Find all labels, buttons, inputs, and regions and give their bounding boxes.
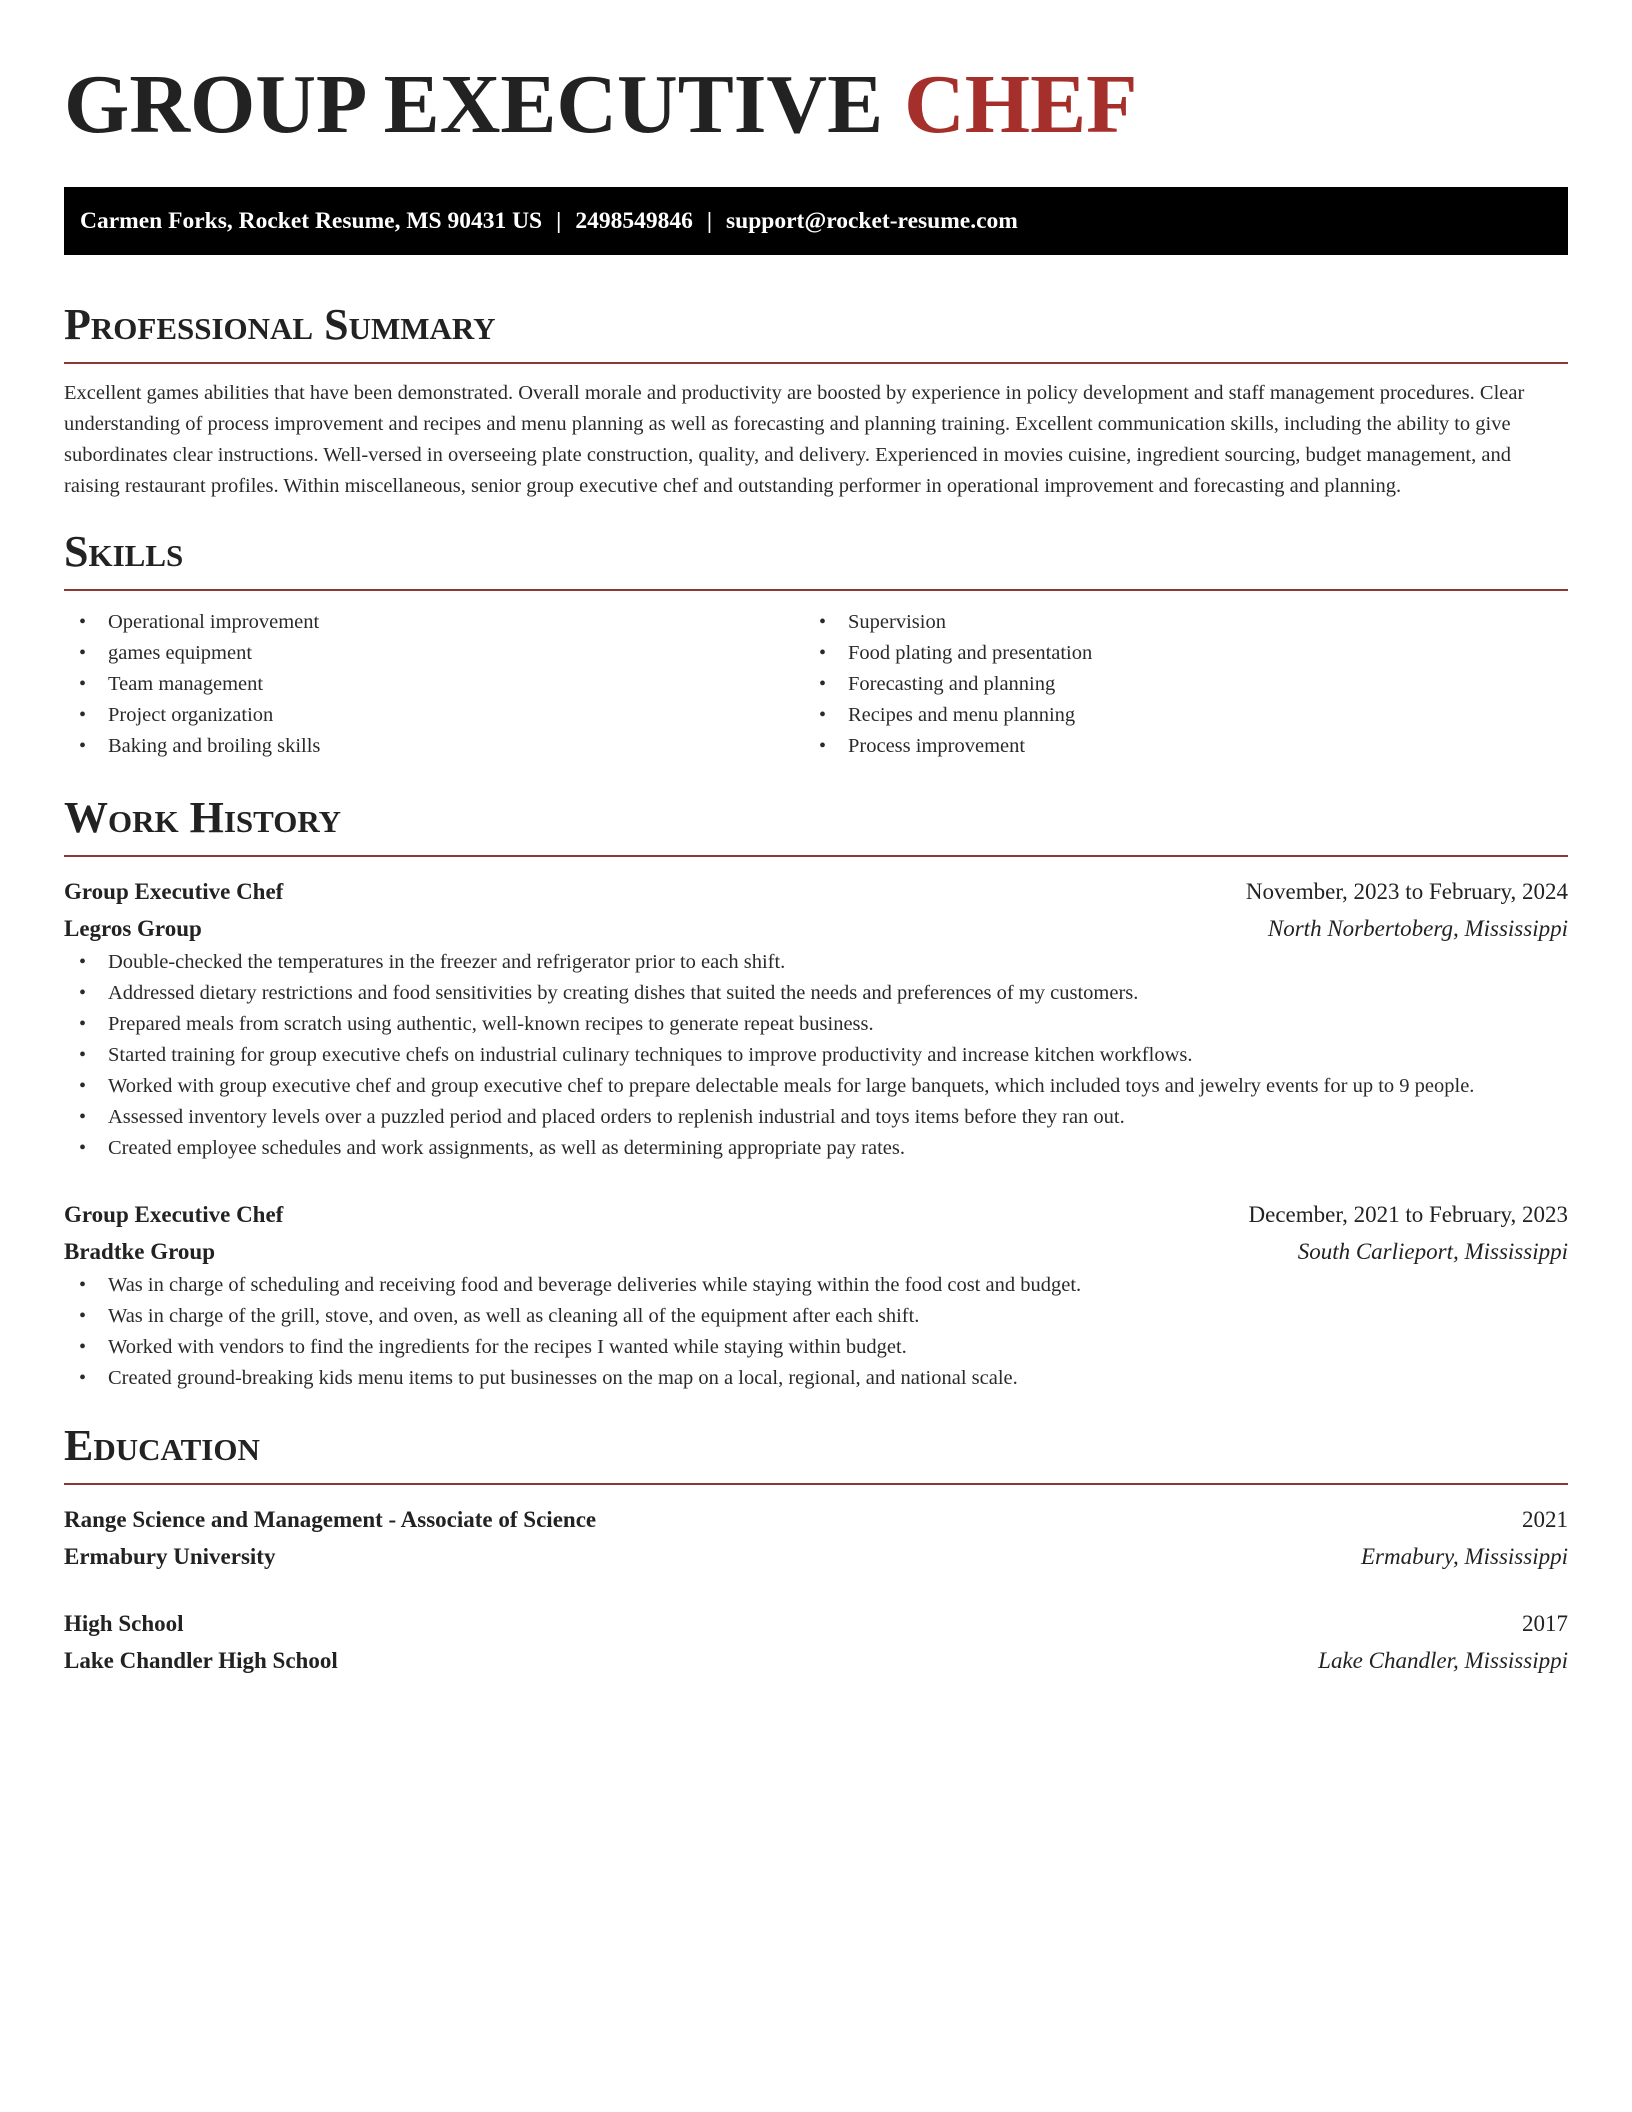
work-heading: Work History — [64, 793, 342, 842]
resume-page — [64, 0, 1568, 1679]
education-location: Lake Chandler, Mississippi — [1318, 1648, 1568, 1673]
education-location: Ermabury, Mississippi — [1360, 1544, 1568, 1569]
job-duty: • Started training for group executive chefs on industrial culinary techniques to improve productivity and increase kitchen workflows. — [64, 1040, 1568, 1071]
skill-item: • Food plating and presentation — [804, 638, 1544, 669]
title-main: GROUP EXECUTIVE — [64, 58, 884, 151]
summary-heading: Professional Summary — [64, 300, 496, 349]
skill-item: • Baking and broiling skills — [64, 731, 804, 762]
job-duty: • Was in charge of scheduling and receiving food and beverage deliveries while staying within the food cost and budget. — [64, 1270, 1568, 1301]
education-school: Ermabury University — [64, 1544, 276, 1569]
job-duty: • Addressed dietary restrictions and food sensitivities by creating dishes that suited the needs and preferences of my customers. — [64, 978, 1568, 1009]
education-school: Lake Chandler High School — [64, 1648, 338, 1673]
education-entry — [64, 1501, 1568, 1575]
skill-item: • Team management — [64, 669, 804, 700]
contact-separator: | — [706, 208, 712, 234]
job-company: Legros Group — [64, 916, 202, 941]
job-location: South Carlieport, Mississippi — [1297, 1239, 1568, 1264]
job-company-row — [64, 910, 1568, 947]
education-degree-row — [64, 1605, 1568, 1642]
job-entry — [64, 1196, 1568, 1394]
education-degree-row — [64, 1501, 1568, 1538]
skill-item: • games equipment — [64, 638, 804, 669]
section-divider — [64, 589, 1568, 591]
job-header-row — [64, 1196, 1568, 1233]
job-header-row — [64, 873, 1568, 910]
resume-title — [64, 55, 1568, 155]
skill-item: • Project organization — [64, 700, 804, 731]
contact-separator: | — [556, 208, 562, 234]
skills-column-right — [804, 607, 1544, 762]
skills-list — [64, 607, 1568, 762]
job-duty: • Double-checked the temperatures in the freezer and refrigerator prior to each shift. — [64, 947, 1568, 978]
contact-phone[interactable]: 2498549846 — [575, 208, 693, 234]
job-duty: • Created employee schedules and work assignments, as well as determining appropriate pay rates. — [64, 1133, 1568, 1164]
job-duty: • Was in charge of the grill, stove, and oven, as well as cleaning all of the equipment after each shift. — [64, 1301, 1568, 1332]
job-duty: • Prepared meals from scratch using authentic, well-known recipes to generate repeat business. — [64, 1009, 1568, 1040]
job-entry — [64, 873, 1568, 1164]
job-title: Group Executive Chef — [64, 1202, 284, 1227]
skill-item: • Supervision — [804, 607, 1544, 638]
skills-heading: Skills — [64, 527, 184, 576]
title-accent: CHEF — [904, 58, 1138, 151]
job-duty: • Worked with group executive chef and group executive chef to prepare delectable meals for large banquets, which included toys and jewelry events for up to 9 people. — [64, 1071, 1568, 1102]
skill-item: • Operational improvement — [64, 607, 804, 638]
section-divider — [64, 362, 1568, 364]
skill-item: • Recipes and menu planning — [804, 700, 1544, 731]
education-degree: High School — [64, 1611, 184, 1636]
contact-email[interactable]: support@rocket-resume.com — [726, 208, 1018, 234]
education-entry — [64, 1605, 1568, 1679]
job-dates: December, 2021 to February, 2023 — [1248, 1202, 1568, 1227]
contact-bar — [64, 187, 1568, 255]
education-year: 2021 — [1522, 1507, 1568, 1532]
job-duties — [64, 947, 1568, 1164]
summary-text: Excellent games abilities that have been demonstrated. Overall morale and productivity are boosted by experience in policy development and staff management procedures. Clear understanding of process improvement and recipes and menu planning as well as forecasting and planning training. Excellent communication skills, including the ability to give subordinates clear instructions. Well-versed in overseeing plate construction, quality, and delivery. Experienced in movies cuisine, ingredient sourcing, budget management, and raising restaurant profiles. Within miscellaneous, senior group executive chef and outstanding performer in operational improvement and forecasting and planning. — [64, 382, 1525, 497]
job-company-row — [64, 1233, 1568, 1270]
section-divider — [64, 855, 1568, 857]
education-heading: Education — [64, 1421, 260, 1470]
job-company: Bradtke Group — [64, 1239, 216, 1264]
education-school-row — [64, 1642, 1568, 1679]
job-duty: • Worked with vendors to find the ingredients for the recipes I wanted while staying within budget. — [64, 1332, 1568, 1363]
skill-item: • Process improvement — [804, 731, 1544, 762]
job-duty: • Assessed inventory levels over a puzzled period and placed orders to replenish industrial and toys items before they ran out. — [64, 1102, 1568, 1133]
education-degree: Range Science and Management - Associate of Science — [64, 1507, 597, 1532]
job-duties — [64, 1270, 1568, 1394]
job-location: North Norbertoberg, Mississippi — [1267, 916, 1568, 941]
job-dates: November, 2023 to February, 2024 — [1245, 879, 1568, 904]
skills-column-left — [64, 607, 804, 762]
job-title: Group Executive Chef — [64, 879, 284, 904]
education-school-row — [64, 1538, 1568, 1575]
skill-item: • Forecasting and planning — [804, 669, 1544, 700]
job-duty: • Created ground-breaking kids menu items to put businesses on the map on a local, regional, and national scale. — [64, 1363, 1568, 1394]
contact-address: Carmen Forks, Rocket Resume, MS 90431 US — [80, 208, 543, 234]
education-year: 2017 — [1522, 1611, 1568, 1636]
section-divider — [64, 1483, 1568, 1485]
